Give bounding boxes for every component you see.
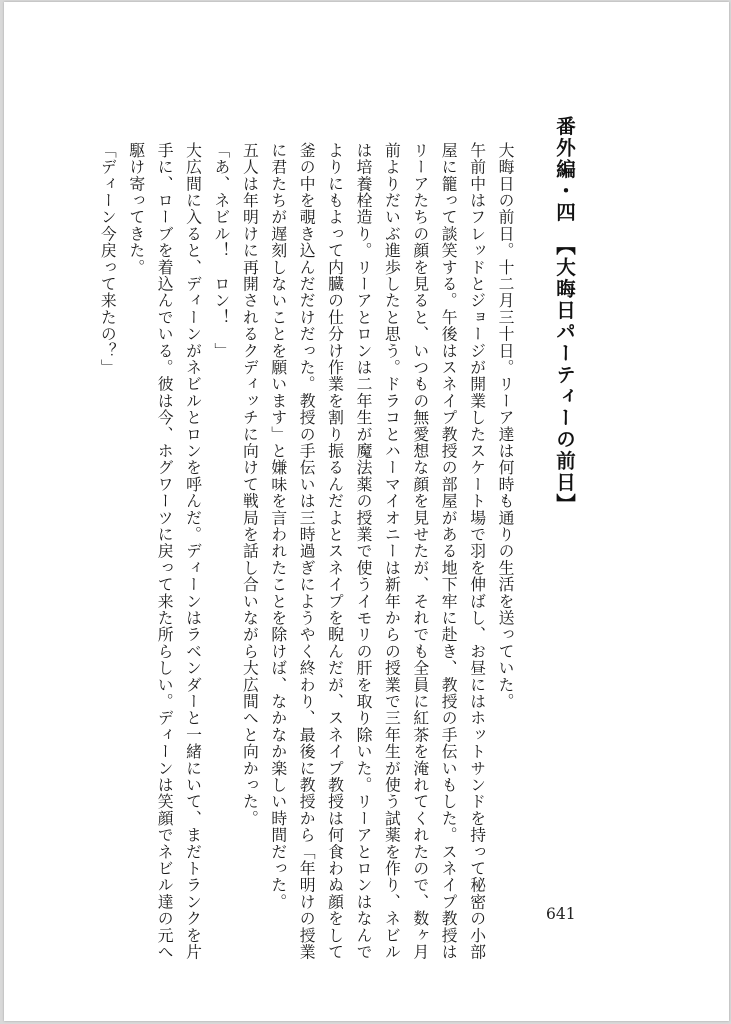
paragraph: 大晦日の前日。十二月三十日。リーア達は何時も通りの生活を送っていた。 [496, 142, 515, 710]
page-number: 641 [546, 905, 576, 923]
paragraph: 五人は年明けに再開されるクディッチに向けて戦局を話し合いながら大広間へと向かった。 [240, 142, 260, 827]
chapter-title: 番外編・四 【大晦日パーティーの前日】 [553, 116, 576, 515]
body-text [93, 142, 519, 962]
paragraph: 午前中はフレッドとジョージが開業したスケート場で羽を伸ばし、お昼にはホットサンドを持って秘密の小部屋に籠って談笑する。午後はスネイプ教授の部屋がある地下牢に赴き、教授の手伝いもした。スネイプ教授はリーアたちの顔を見ると、いつもの無愛想な顔を見せたが、それでも全員に紅茶を淹れてくれたので、数ヶ月前よりだいぶ進歩したと思う。ドラコとハーマイオニーは新年からの授業で三年生が使う試薬を作り、ネビルは培養栓造り。リーアとロンは二年生が魔法薬の授業で使うイモリの肝を取り除いた。リーアとロンはなんでよりにもよって内臓の仕分け作業を割り振るんだよとスネイプを睨んだが、スネイプ教授は何食わぬ顔をして釜の中を覗き込んだだけだった。教授の手伝いは三時過ぎにようやく終わり、最後に教授から「年明けの授業に君たちが遅刻しないことを願います」と嫌味を言われたことを除けば、なかなか楽しい時間だった。 [268, 142, 487, 961]
paragraph: 大広間に入ると、ディーンがネビルとロンを呼んだ。ディーンはラベンダーと一緒にいて、まだトランクを片手に、ローブを着込んでいる。彼は今、ホグワーツに戻って来た所らしい。ディーンは笑顔でネビル達の元へ駆け寄ってきた。 [126, 142, 203, 961]
dialogue-line: 「ディーン今戻って来たの？」 [98, 142, 118, 376]
book-page [4, 2, 729, 1021]
dialogue-line: 「あ、ネビル！ ロン！ 」 [211, 142, 231, 360]
